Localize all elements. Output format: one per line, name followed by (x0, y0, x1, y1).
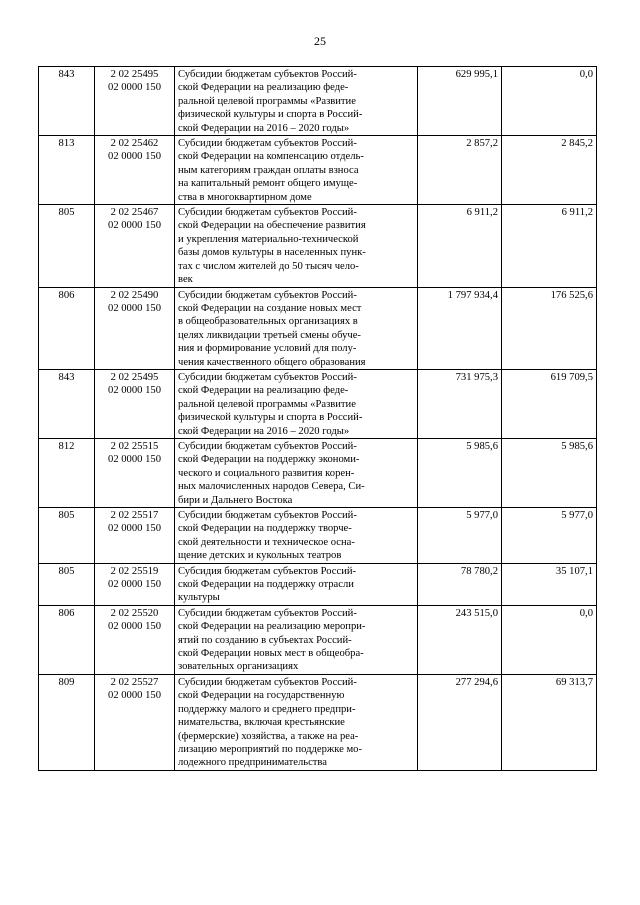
revenue-code-line: 2 02 25517 (110, 510, 159, 521)
revenue-name-line: ральной целевой программы «Развитие (178, 95, 356, 107)
revenue-name-line: ства в многоквартирном доме (178, 191, 312, 203)
revenue-name-line: Субсидии бюджетам субъектов Россий- (178, 510, 357, 521)
executed-amount-cell: 176 525,6 (502, 287, 597, 369)
table-row (39, 674, 597, 770)
executed-amount-cell: 0,0 (502, 67, 597, 136)
admin-code-cell: 843 (39, 67, 95, 136)
executed-amount-cell: 2 845,2 (502, 136, 597, 205)
revenue-name-cell (175, 605, 418, 674)
revenue-name-line: и укрепления материально-технической (178, 233, 359, 245)
planned-amount-cell: 5 977,0 (418, 508, 502, 564)
admin-code-cell: 843 (39, 369, 95, 438)
revenue-code-line: 02 0000 150 (108, 385, 161, 397)
planned-amount-cell: 243 515,0 (418, 605, 502, 674)
planned-amount-cell: 277 294,6 (418, 674, 502, 770)
admin-code-cell: 812 (39, 438, 95, 507)
revenue-code-line: 02 0000 150 (108, 621, 161, 633)
revenue-name-line: Субсидии бюджетам субъектов Россий- (178, 69, 357, 80)
executed-amount-cell: 69 313,7 (502, 674, 597, 770)
executed-amount-cell: 6 911,2 (502, 205, 597, 287)
planned-amount-cell: 1 797 934,4 (418, 287, 502, 369)
revenue-code-cell (95, 205, 175, 287)
revenue-name-line: ской Федерации на реализацию феде- (178, 385, 349, 397)
table-row (39, 136, 597, 205)
table-body (39, 67, 597, 771)
planned-amount-cell: 2 857,2 (418, 136, 502, 205)
revenue-name-line: культуры (178, 592, 220, 604)
revenue-name-line: Субсидии бюджетам субъектов Россий- (178, 207, 357, 219)
admin-code-cell: 805 (39, 508, 95, 564)
revenue-name-line: Субсидия бюджетам субъектов Россий- (178, 565, 357, 577)
revenue-name-line: чения качественного общего образования (178, 356, 366, 368)
revenue-name-line: физической культуры и спорта в Россий- (178, 109, 363, 121)
revenue-name-cell (175, 205, 418, 287)
revenue-name-line: ской Федерации на создание новых мест (178, 302, 362, 314)
table-row (39, 205, 597, 287)
revenue-code-line: 02 0000 150 (108, 690, 161, 702)
admin-code-cell: 809 (39, 674, 95, 770)
revenue-name-line: ской деятельности и техническое осна- (178, 536, 355, 548)
revenue-name-line: ской Федерации новых мест в общеобра- (178, 648, 364, 660)
revenue-name-line: Субсидии бюджетам субъектов Россий- (178, 289, 357, 301)
executed-amount-cell: 5 977,0 (502, 508, 597, 564)
planned-amount-cell: 731 975,3 (418, 369, 502, 438)
revenue-name-line: поддержку малого и среднего предпри- (178, 703, 356, 715)
executed-amount-cell: 35 107,1 (502, 563, 597, 605)
revenue-code-cell (95, 508, 175, 564)
planned-amount-cell: 5 985,6 (418, 438, 502, 507)
revenue-name-line: ской Федерации на реализацию меропри- (178, 621, 366, 633)
revenue-name-line: лизацию мероприятий по поддержке мо- (178, 743, 363, 755)
revenue-name-cell (175, 136, 418, 205)
table-row (39, 438, 597, 507)
table-row (39, 369, 597, 438)
revenue-name-line: целях ликвидации третьей смены обуче- (178, 329, 361, 341)
revenue-code-cell (95, 605, 175, 674)
revenue-code-line: 2 02 25520 (110, 607, 159, 619)
revenue-name-line: бири и Дальнего Востока (178, 494, 293, 506)
admin-code-cell: 806 (39, 287, 95, 369)
revenue-name-line: щение детских и кукольных театров (178, 550, 342, 562)
revenue-name-line: ской Федерации на реализацию феде- (178, 82, 349, 94)
revenue-code-line: 02 0000 150 (108, 579, 161, 591)
revenue-code-cell (95, 674, 175, 770)
admin-code-cell: 813 (39, 136, 95, 205)
table-row (39, 287, 597, 369)
revenue-name-line: ской Федерации на компенсацию отдель- (178, 151, 364, 163)
table-row (39, 67, 597, 136)
revenue-name-line: Субсидии бюджетам субъектов Россий- (178, 440, 357, 452)
revenue-code-line: 2 02 25515 (110, 440, 159, 452)
revenue-name-line: ской Федерации на 2016 – 2020 годы» (178, 425, 350, 437)
revenue-code-cell (95, 369, 175, 438)
revenue-name-line: на капитальный ремонт общего имуще- (178, 178, 358, 190)
revenue-name-line: ской Федерации на поддержку творче- (178, 523, 352, 535)
revenue-name-line: Субсидии бюджетам субъектов Россий- (178, 138, 357, 150)
revenue-name-cell (175, 369, 418, 438)
table-row (39, 508, 597, 564)
revenue-name-line: ния и формирование условий для полу- (178, 343, 357, 355)
table-row (39, 605, 597, 674)
revenue-name-line: ской Федерации на поддержку отрасли (178, 579, 354, 591)
revenue-code-line: 2 02 25490 (110, 289, 159, 301)
revenue-code-line: 02 0000 150 (108, 302, 161, 314)
budget-revenue-table (38, 66, 597, 771)
executed-amount-cell: 0,0 (502, 605, 597, 674)
revenue-code-line: 02 0000 150 (108, 82, 161, 94)
revenue-name-line: век (178, 274, 193, 286)
revenue-code-line: 2 02 25495 (110, 371, 159, 383)
revenue-name-line: ской Федерации на поддержку экономи- (178, 454, 360, 466)
revenue-name-cell (175, 67, 418, 136)
planned-amount-cell: 78 780,2 (418, 563, 502, 605)
admin-code-cell: 805 (39, 205, 95, 287)
revenue-name-line: ской Федерации на государственную (178, 690, 345, 702)
admin-code-cell: 806 (39, 605, 95, 674)
revenue-name-line: Субсидии бюджетам субъектов Россий- (178, 607, 357, 619)
revenue-name-cell (175, 674, 418, 770)
executed-amount-cell: 5 985,6 (502, 438, 597, 507)
revenue-code-line: 02 0000 150 (108, 523, 161, 535)
table-row (39, 563, 597, 605)
revenue-name-line: ской Федерации на 2016 – 2020 годы» (178, 122, 350, 134)
revenue-code-line: 02 0000 150 (108, 151, 161, 163)
revenue-name-line: ческого и социального развития корен- (178, 467, 355, 479)
revenue-name-line: физической культуры и спорта в Россий- (178, 412, 363, 424)
revenue-code-line: 2 02 25462 (110, 138, 159, 150)
revenue-name-line: нимательства, включая крестьянские (178, 717, 345, 729)
revenue-name-line: лодежного предпринимательства (178, 757, 327, 769)
revenue-code-line: 2 02 25467 (110, 207, 159, 219)
admin-code-cell: 805 (39, 563, 95, 605)
revenue-name-line: Субсидии бюджетам субъектов Россий- (178, 371, 357, 383)
revenue-code-cell (95, 438, 175, 507)
revenue-name-line: базы домов культуры в населенных пунк- (178, 247, 366, 259)
executed-amount-cell: 619 709,5 (502, 369, 597, 438)
planned-amount-cell: 6 911,2 (418, 205, 502, 287)
revenue-name-line: ных малочисленных народов Севера, Си- (178, 481, 365, 493)
revenue-name-line: (фермерские) хозяйства, а также на реа- (178, 730, 359, 742)
revenue-name-line: ральной целевой программы «Развитие (178, 398, 356, 410)
revenue-code-cell (95, 563, 175, 605)
revenue-code-line: 2 02 25527 (110, 676, 159, 688)
revenue-code-line: 2 02 25519 (110, 565, 159, 577)
revenue-name-line: ской Федерации на обеспечение развития (178, 220, 366, 232)
revenue-name-line: в общеобразовательных организациях в (178, 316, 358, 328)
revenue-code-line: 02 0000 150 (108, 220, 161, 232)
revenue-name-line: ятий по созданию в субъектах Россий- (178, 634, 352, 646)
revenue-code-cell (95, 136, 175, 205)
revenue-name-line: ным категориям граждан оплаты взноса (178, 164, 359, 176)
revenue-code-line: 02 0000 150 (108, 454, 161, 466)
page-number: 25 (314, 34, 326, 48)
revenue-name-cell (175, 287, 418, 369)
planned-amount-cell: 629 995,1 (418, 67, 502, 136)
revenue-name-cell (175, 438, 418, 507)
revenue-code-cell (95, 287, 175, 369)
revenue-name-cell (175, 508, 418, 564)
revenue-name-line: Субсидии бюджетам субъектов Россий- (178, 676, 357, 688)
revenue-code-cell (95, 67, 175, 136)
revenue-name-line: тах с числом жителей до 50 тысяч чело- (178, 260, 359, 272)
revenue-name-line: зовательных организациях (178, 661, 299, 673)
revenue-name-cell (175, 563, 418, 605)
revenue-code-line: 2 02 25495 (110, 69, 159, 80)
